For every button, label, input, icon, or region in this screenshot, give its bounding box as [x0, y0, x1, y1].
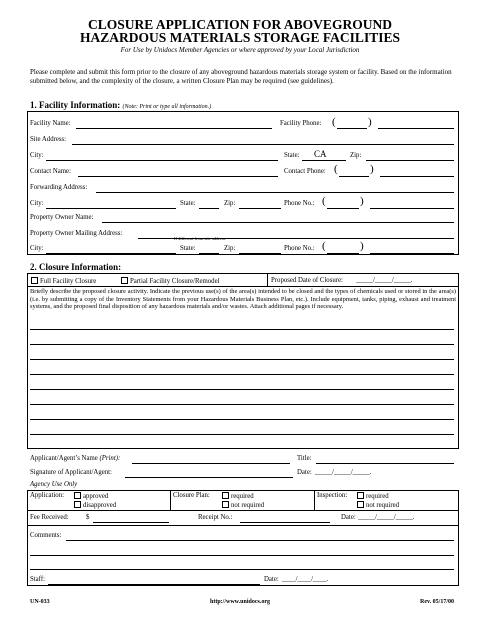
contact-phone-label: Contact Phone:	[284, 168, 326, 175]
agency-row-divider	[27, 510, 459, 511]
description-line[interactable]	[30, 374, 454, 375]
zip-label: Zip:	[350, 152, 362, 159]
inspection-label: Inspection:	[317, 492, 348, 499]
receipt-no-field[interactable]	[240, 522, 330, 523]
fee-date-label: Date:	[341, 514, 356, 521]
revision-date: Rev. 05/17/00	[420, 599, 454, 605]
forwarding-address-field[interactable]	[96, 192, 454, 193]
receipt-no-label: Receipt No.:	[198, 514, 233, 521]
forwarding-zip-field[interactable]	[239, 208, 281, 209]
property-owner-mailing-label: Property Owner Mailing Address:	[30, 230, 123, 237]
facility-phone-open-paren: (	[332, 116, 336, 128]
forwarding-city-label: City:	[30, 200, 44, 207]
fee-received-label: Fee Received:	[30, 514, 69, 521]
contact-phone-close-paren: )	[370, 163, 374, 175]
contact-phone-number-field[interactable]	[380, 176, 454, 177]
owner-phone-area-field[interactable]	[327, 253, 359, 254]
description-line[interactable]	[30, 329, 454, 330]
intro-paragraph: Please complete and submit this form prior to the closure of any aboveground hazardous materials storage system or facility. Based on the information submitted below, and the complexity of the closure, a written Closure Plan may be required (see guidelines).	[30, 68, 452, 85]
partial-closure-option[interactable]: Partial Facility Closure/Remodel	[121, 277, 219, 285]
partial-closure-checkbox[interactable]	[121, 277, 128, 284]
signature-field[interactable]	[125, 477, 293, 478]
agency-use-heading: Agency Use Only	[30, 481, 78, 488]
owner-phone-number-field[interactable]	[370, 253, 454, 254]
form-title-line2: HAZARDOUS MATERIALS STORAGE FACILITIES	[80, 30, 400, 45]
section1-heading: 1. Facility Information: (Note: Print or type all information.)	[30, 100, 212, 110]
owner-state-label: State:	[180, 245, 196, 252]
signature-date-label: Date:	[297, 469, 312, 476]
fee-date-field[interactable]: _____/_____/_____.	[358, 514, 415, 521]
inspection-not-required-option[interactable]: not required	[357, 501, 399, 509]
application-label: Application:	[30, 492, 64, 499]
owner-phone-open-paren: (	[322, 240, 326, 252]
application-approved-checkbox[interactable]	[74, 492, 81, 499]
forwarding-address-label: Forwarding Address:	[30, 184, 88, 191]
facility-phone-area-field[interactable]	[337, 128, 367, 129]
closure-plan-required-checkbox[interactable]	[222, 492, 229, 499]
owner-phone-close-paren: )	[360, 240, 364, 252]
state-field[interactable]	[302, 160, 346, 161]
agency-col-divider-2	[314, 490, 315, 510]
staff-date-field[interactable]: ____/____/____.	[282, 576, 329, 583]
city-field[interactable]	[46, 160, 278, 161]
description-line[interactable]	[30, 419, 454, 420]
full-closure-checkbox[interactable]	[31, 277, 38, 284]
full-closure-option[interactable]: Full Facility Closure	[31, 277, 96, 285]
staff-date-label: Date:	[264, 576, 279, 583]
site-address-label: Site Address:	[30, 136, 67, 143]
staff-field[interactable]	[48, 584, 260, 585]
facility-name-field[interactable]	[76, 128, 272, 129]
owner-state-field[interactable]	[199, 253, 219, 254]
application-approved-option[interactable]: approved	[74, 492, 108, 500]
facility-name-label: Facility Name:	[30, 120, 71, 127]
fee-received-field[interactable]	[93, 522, 169, 523]
forwarding-state-field[interactable]	[199, 208, 219, 209]
forwarding-city-field[interactable]	[46, 208, 176, 209]
signature-date-field[interactable]: _____/_____/_____.	[315, 469, 372, 476]
inspection-not-required-checkbox[interactable]	[357, 501, 364, 508]
facility-phone-label: Facility Phone:	[280, 120, 322, 127]
signature-label: Signature of Applicant/Agent:	[30, 469, 112, 476]
forwarding-phone-number-field[interactable]	[370, 208, 454, 209]
closure-plan-not-required-option[interactable]: not required	[222, 501, 264, 509]
applicant-name-field[interactable]	[132, 463, 290, 464]
forwarding-phone-close-paren: )	[360, 195, 364, 207]
owner-zip-field[interactable]	[239, 253, 281, 254]
staff-label: Staff:	[30, 576, 45, 583]
forwarding-zip-label: Zip:	[224, 200, 236, 207]
city-label: City:	[30, 152, 44, 159]
facility-phone-close-paren: )	[368, 116, 372, 128]
proposed-date-field[interactable]: _____/_____/_____.	[356, 277, 413, 284]
closure-plan-not-required-checkbox[interactable]	[222, 501, 229, 508]
site-address-field[interactable]	[72, 144, 454, 145]
property-owner-name-field[interactable]	[102, 222, 454, 223]
agency-col-divider-1	[170, 490, 171, 510]
description-line[interactable]	[30, 404, 454, 405]
comments-label: Comments:	[30, 532, 62, 539]
forwarding-state-label: State:	[180, 200, 196, 207]
state-label: State:	[284, 152, 300, 159]
zip-field[interactable]	[366, 160, 454, 161]
forwarding-phone-area-field[interactable]	[327, 208, 359, 209]
application-disapproved-checkbox[interactable]	[74, 501, 81, 508]
owner-city-field[interactable]	[46, 253, 176, 254]
closure-options-divider	[27, 286, 459, 287]
comments-field[interactable]	[66, 540, 454, 541]
owner-zip-label: Zip:	[224, 245, 236, 252]
description-line[interactable]	[30, 389, 454, 390]
closure-plan-required-option[interactable]: required	[222, 492, 254, 500]
form-title-line1: CLOSURE APPLICATION FOR ABOVEGROUND	[88, 17, 392, 32]
property-owner-name-label: Property Owner Name:	[30, 214, 94, 221]
contact-phone-open-paren: (	[334, 163, 338, 175]
contact-name-label: Contact Name:	[30, 168, 71, 175]
owner-phone-label: Phone No.:	[284, 245, 315, 252]
title-field[interactable]	[316, 463, 454, 464]
closure-plan-label: Closure Plan:	[173, 492, 210, 499]
forwarding-phone-open-paren: (	[322, 195, 326, 207]
application-disapproved-option[interactable]: disapproved	[74, 501, 116, 509]
forwarding-phone-label: Phone No.:	[284, 200, 315, 207]
state-value: CA	[314, 149, 327, 159]
comments-line[interactable]	[30, 569, 454, 570]
closure-date-divider	[267, 273, 268, 286]
agency-fee-divider	[27, 525, 459, 526]
description-line[interactable]	[30, 344, 454, 345]
form-id: UN-033	[30, 599, 50, 605]
proposed-date-label: Proposed Date of Closure:	[271, 277, 343, 284]
contact-phone-area-field[interactable]	[339, 176, 369, 177]
inspection-required-option[interactable]: required	[357, 492, 389, 500]
if-different-note: If different from site address	[174, 236, 226, 241]
inspection-required-checkbox[interactable]	[357, 492, 364, 499]
comments-line[interactable]	[30, 555, 454, 556]
owner-city-label: City:	[30, 245, 44, 252]
fee-dollar-sign: $	[86, 514, 90, 521]
description-line[interactable]	[30, 359, 454, 360]
title-label: Title:	[297, 455, 312, 462]
facility-phone-number-field[interactable]	[378, 128, 454, 129]
section2-heading: 2. Closure Information:	[30, 262, 122, 272]
applicant-name-label: Applicant/Agent’s Name (Print):	[30, 455, 121, 462]
contact-name-field[interactable]	[78, 176, 278, 177]
closure-description-instructions: Briefly describe the proposed closure activity. Indicate the previous use(s) of the area(s) intended to be closed and the types of chemicals used or stored in the area(s) (i.e. by submitting a copy of the Inventory Statements from your Hazardous Materials Business Plan, etc.). Include equipment, tanks, piping, exhaust and treatment systems, and the proposed final disposition of any hazardous materials and/or wastes. Attach additional pages if necessary.	[30, 288, 456, 311]
footer-url: http://www.unidocs.org	[209, 599, 270, 605]
form-subtitle: For Use by Unidocs Member Agencies or where approved by your Local Jurisdiction	[120, 46, 360, 54]
description-line[interactable]	[30, 434, 454, 435]
